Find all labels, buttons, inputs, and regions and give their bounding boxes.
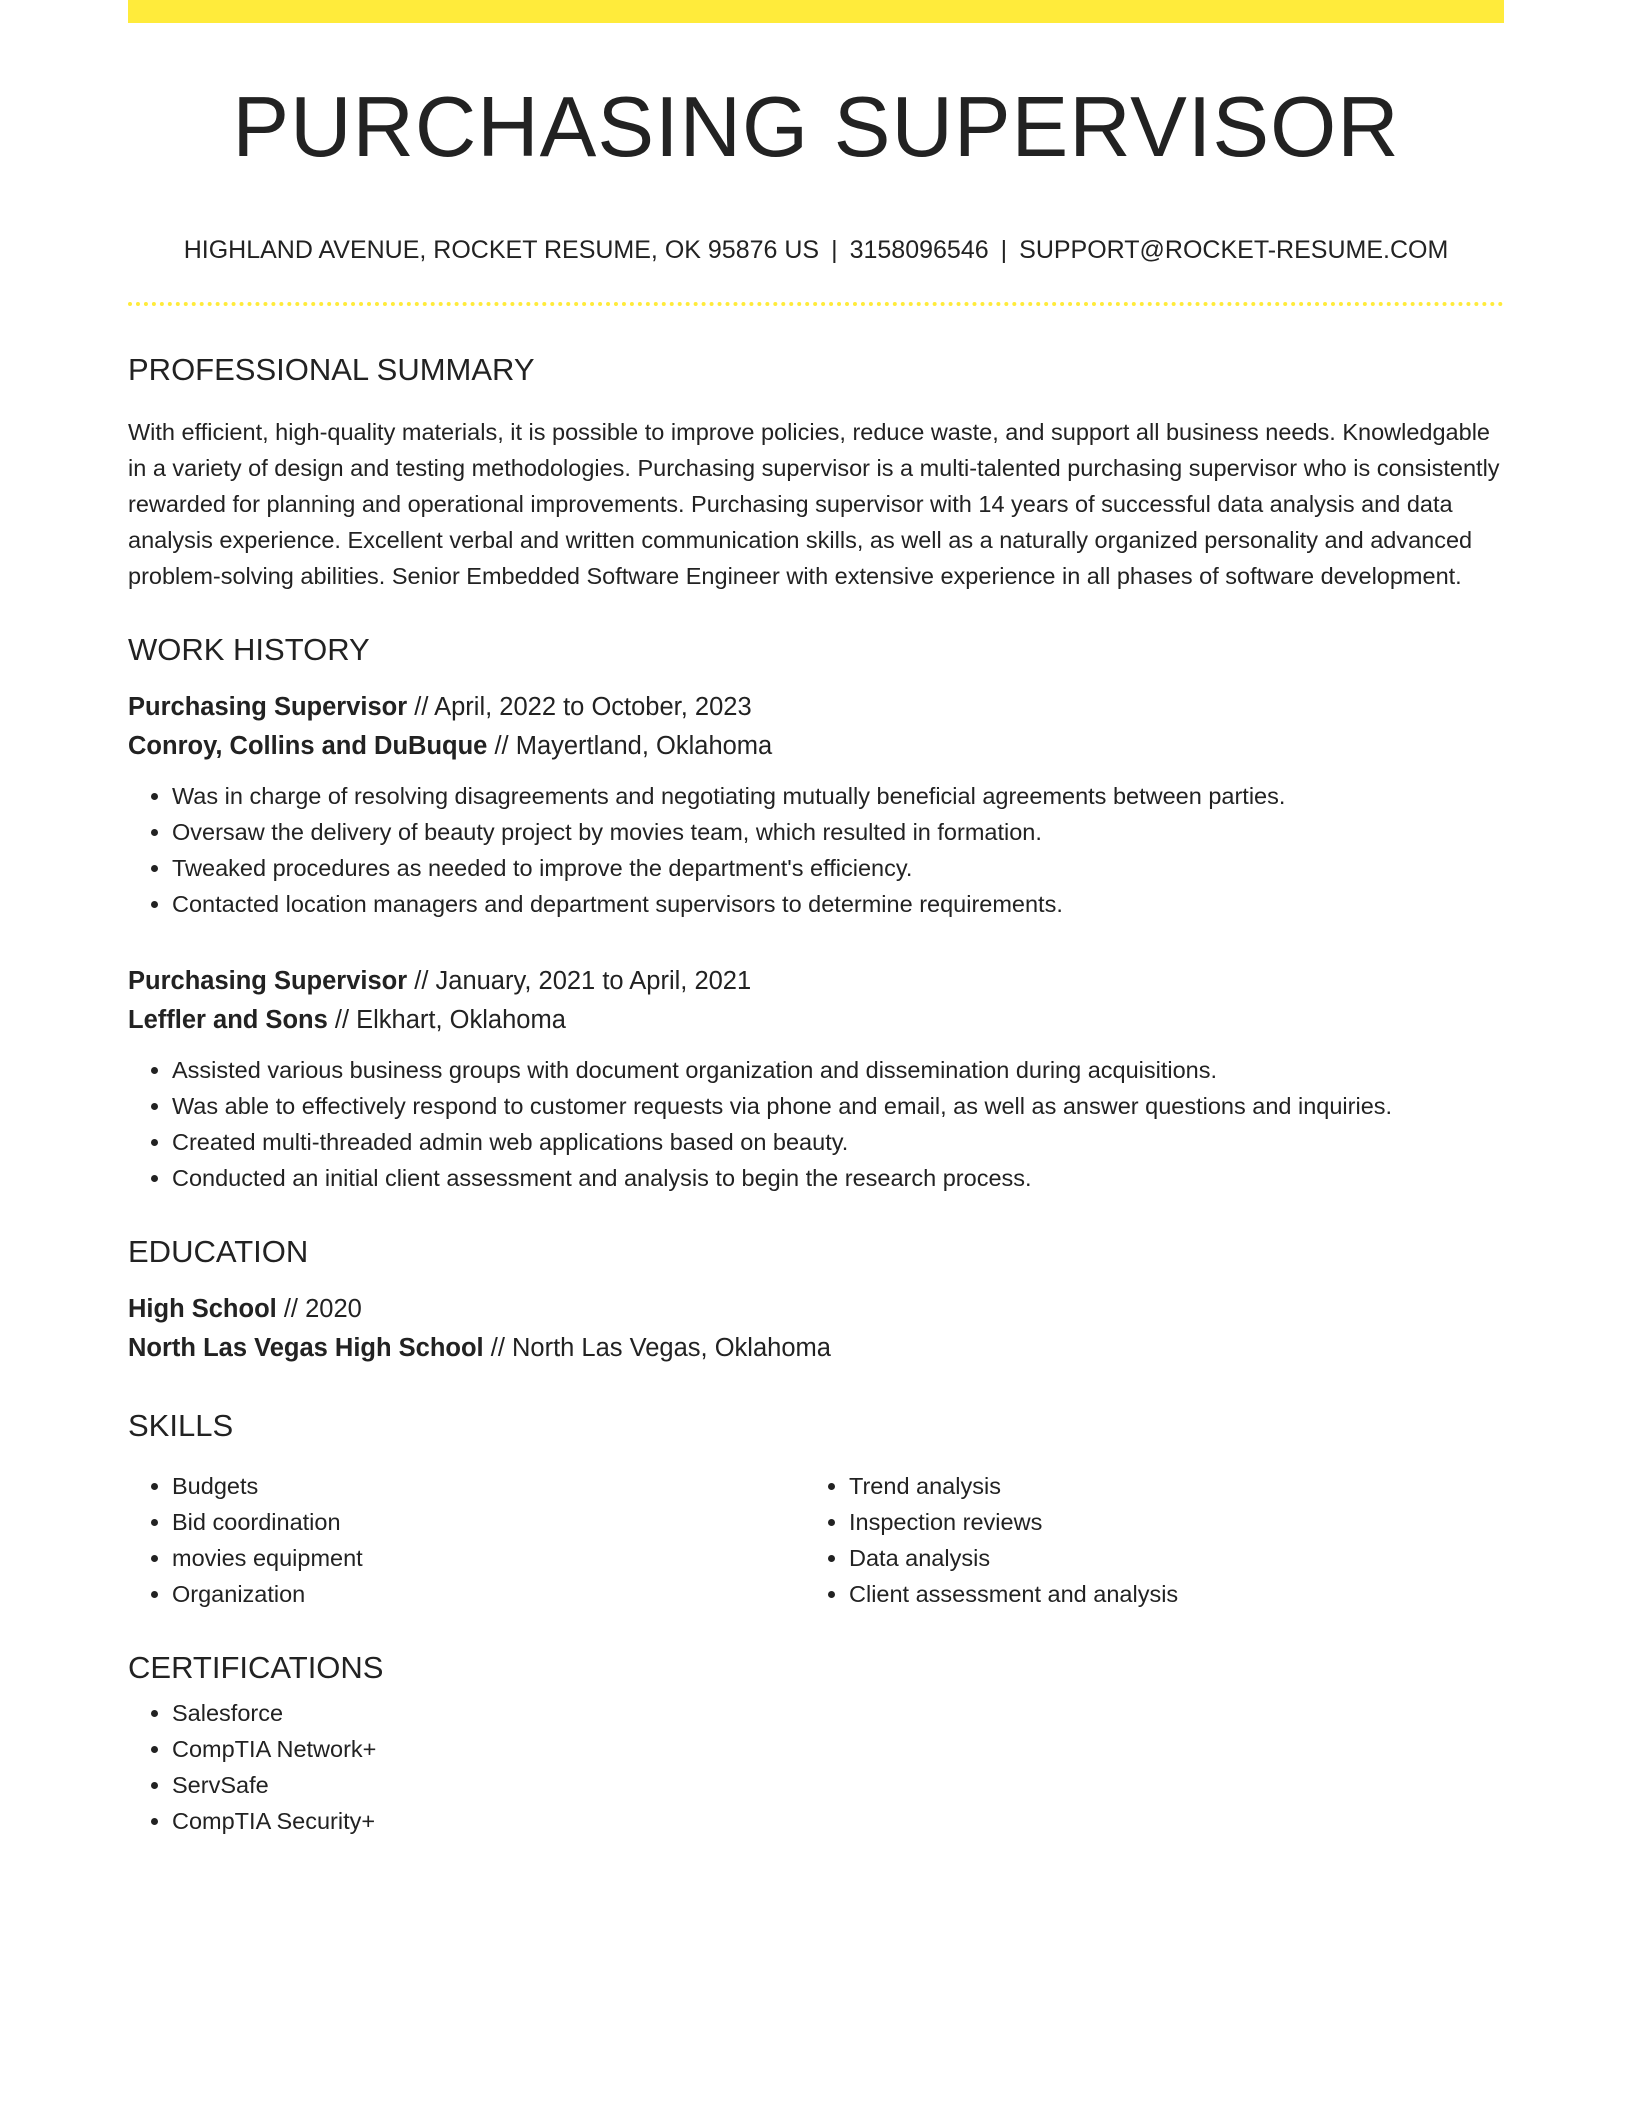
- list-item: • Tweaked procedures as needed to improve the department's efficiency.: [172, 850, 1504, 886]
- job-location: // Elkhart, Oklahoma: [327, 1006, 566, 1034]
- skills-heading: SKILLS: [128, 1408, 234, 1443]
- job-title-line: [128, 962, 1504, 1001]
- summary-heading: PROFESSIONAL SUMMARY: [128, 352, 535, 387]
- education-degree: High School: [128, 1295, 277, 1323]
- list-item: • Trend analysis: [849, 1468, 1482, 1504]
- resume-name: PURCHASING SUPERVISOR: [232, 80, 1400, 175]
- job-bullets: [128, 778, 1504, 922]
- list-item: • Inspection reviews: [849, 1504, 1482, 1540]
- header-divider: [128, 302, 1504, 306]
- list-item: • Data analysis: [849, 1540, 1482, 1576]
- contact-separator: |: [831, 236, 838, 264]
- list-item: • Conducted an initial client assessment and analysis to begin the research process.: [172, 1160, 1504, 1196]
- education-location: // North Las Vegas, Oklahoma: [483, 1334, 831, 1362]
- job-dates: // January, 2021 to April, 2021: [407, 967, 752, 995]
- job-bullets: [128, 1052, 1504, 1196]
- education-school-line: [128, 1329, 1504, 1368]
- contact-phone: 3158096546: [849, 236, 989, 264]
- list-item: • Was able to effectively respond to customer requests via phone and email, as well as answer questions and inquiries.: [172, 1088, 1504, 1124]
- list-item: • Assisted various business groups with document organization and dissemination during acquisitions.: [172, 1052, 1504, 1088]
- list-item: • CompTIA Network+: [172, 1731, 1504, 1767]
- certifications-list: [128, 1695, 1504, 1839]
- list-item: • Was in charge of resolving disagreements and negotiating mutually beneficial agreements between parties.: [172, 778, 1504, 814]
- list-item: • Bid coordination: [172, 1504, 805, 1540]
- job-company-line: [128, 1001, 1504, 1040]
- list-item: • Budgets: [172, 1468, 805, 1504]
- list-item: • Organization: [172, 1576, 805, 1612]
- education-year: // 2020: [276, 1295, 362, 1323]
- job-title-line: [128, 688, 1504, 727]
- list-item: • ServSafe: [172, 1767, 1504, 1803]
- skills-column-right: [805, 1468, 1482, 1612]
- list-item: • Client assessment and analysis: [849, 1576, 1482, 1612]
- job-company: Conroy, Collins and DuBuque: [128, 732, 488, 760]
- list-item: • Created multi-threaded admin web applications based on beauty.: [172, 1124, 1504, 1160]
- job-entry: [128, 962, 1504, 1040]
- contact-separator: |: [1000, 236, 1008, 264]
- skills-columns: [128, 1468, 1504, 1612]
- list-item: • CompTIA Security+: [172, 1803, 1504, 1839]
- job-entry: [128, 688, 1504, 766]
- contact-line: [128, 238, 1504, 263]
- skills-column-left: [128, 1468, 805, 1612]
- job-dates: // April, 2022 to October, 2023: [407, 693, 752, 721]
- list-item: • Salesforce: [172, 1695, 1504, 1731]
- education-entry: [128, 1290, 1504, 1368]
- summary-text: With efficient, high-quality materials, it is possible to improve policies, reduce waste, and support all business needs. Knowledgable in a variety of design and testing methodologies. Purchasing supervisor is a multi-talented purchasing supervisor who is consistently rewarded for planning and operational improvements. Purchasing supervisor with 14 years of successful data analysis and data analysis experience. Excellent verbal and written communication skills, as well as a naturally organized personality and advanced problem-solving abilities. Senior Embedded Software Engineer with extensive experience in all phases of software development.: [128, 419, 1500, 589]
- job-role: Purchasing Supervisor: [128, 693, 408, 721]
- list-item: • Contacted location managers and department supervisors to determine requirements.: [172, 886, 1504, 922]
- skills-list: [805, 1468, 1482, 1612]
- resume-page: [128, 0, 1504, 1839]
- job-company-line: [128, 727, 1504, 766]
- skills-list: [128, 1468, 805, 1612]
- job-location: // Mayertland, Oklahoma: [487, 732, 773, 760]
- job-role: Purchasing Supervisor: [128, 967, 408, 995]
- list-item: • movies equipment: [172, 1540, 805, 1576]
- education-heading: EDUCATION: [128, 1234, 309, 1269]
- top-accent-bar: [128, 0, 1504, 23]
- certifications-heading: CERTIFICATIONS: [128, 1650, 384, 1685]
- contact-address: HIGHLAND AVENUE, ROCKET RESUME, OK 95876 US: [183, 236, 820, 264]
- education-degree-line: [128, 1290, 1504, 1329]
- education-school: North Las Vegas High School: [128, 1334, 484, 1362]
- job-company: Leffler and Sons: [128, 1006, 328, 1034]
- work-history-heading: WORK HISTORY: [128, 632, 370, 667]
- list-item: • Oversaw the delivery of beauty project by movies team, which resulted in formation.: [172, 814, 1504, 850]
- contact-email[interactable]: SUPPORT@ROCKET-RESUME.COM: [1019, 236, 1449, 264]
